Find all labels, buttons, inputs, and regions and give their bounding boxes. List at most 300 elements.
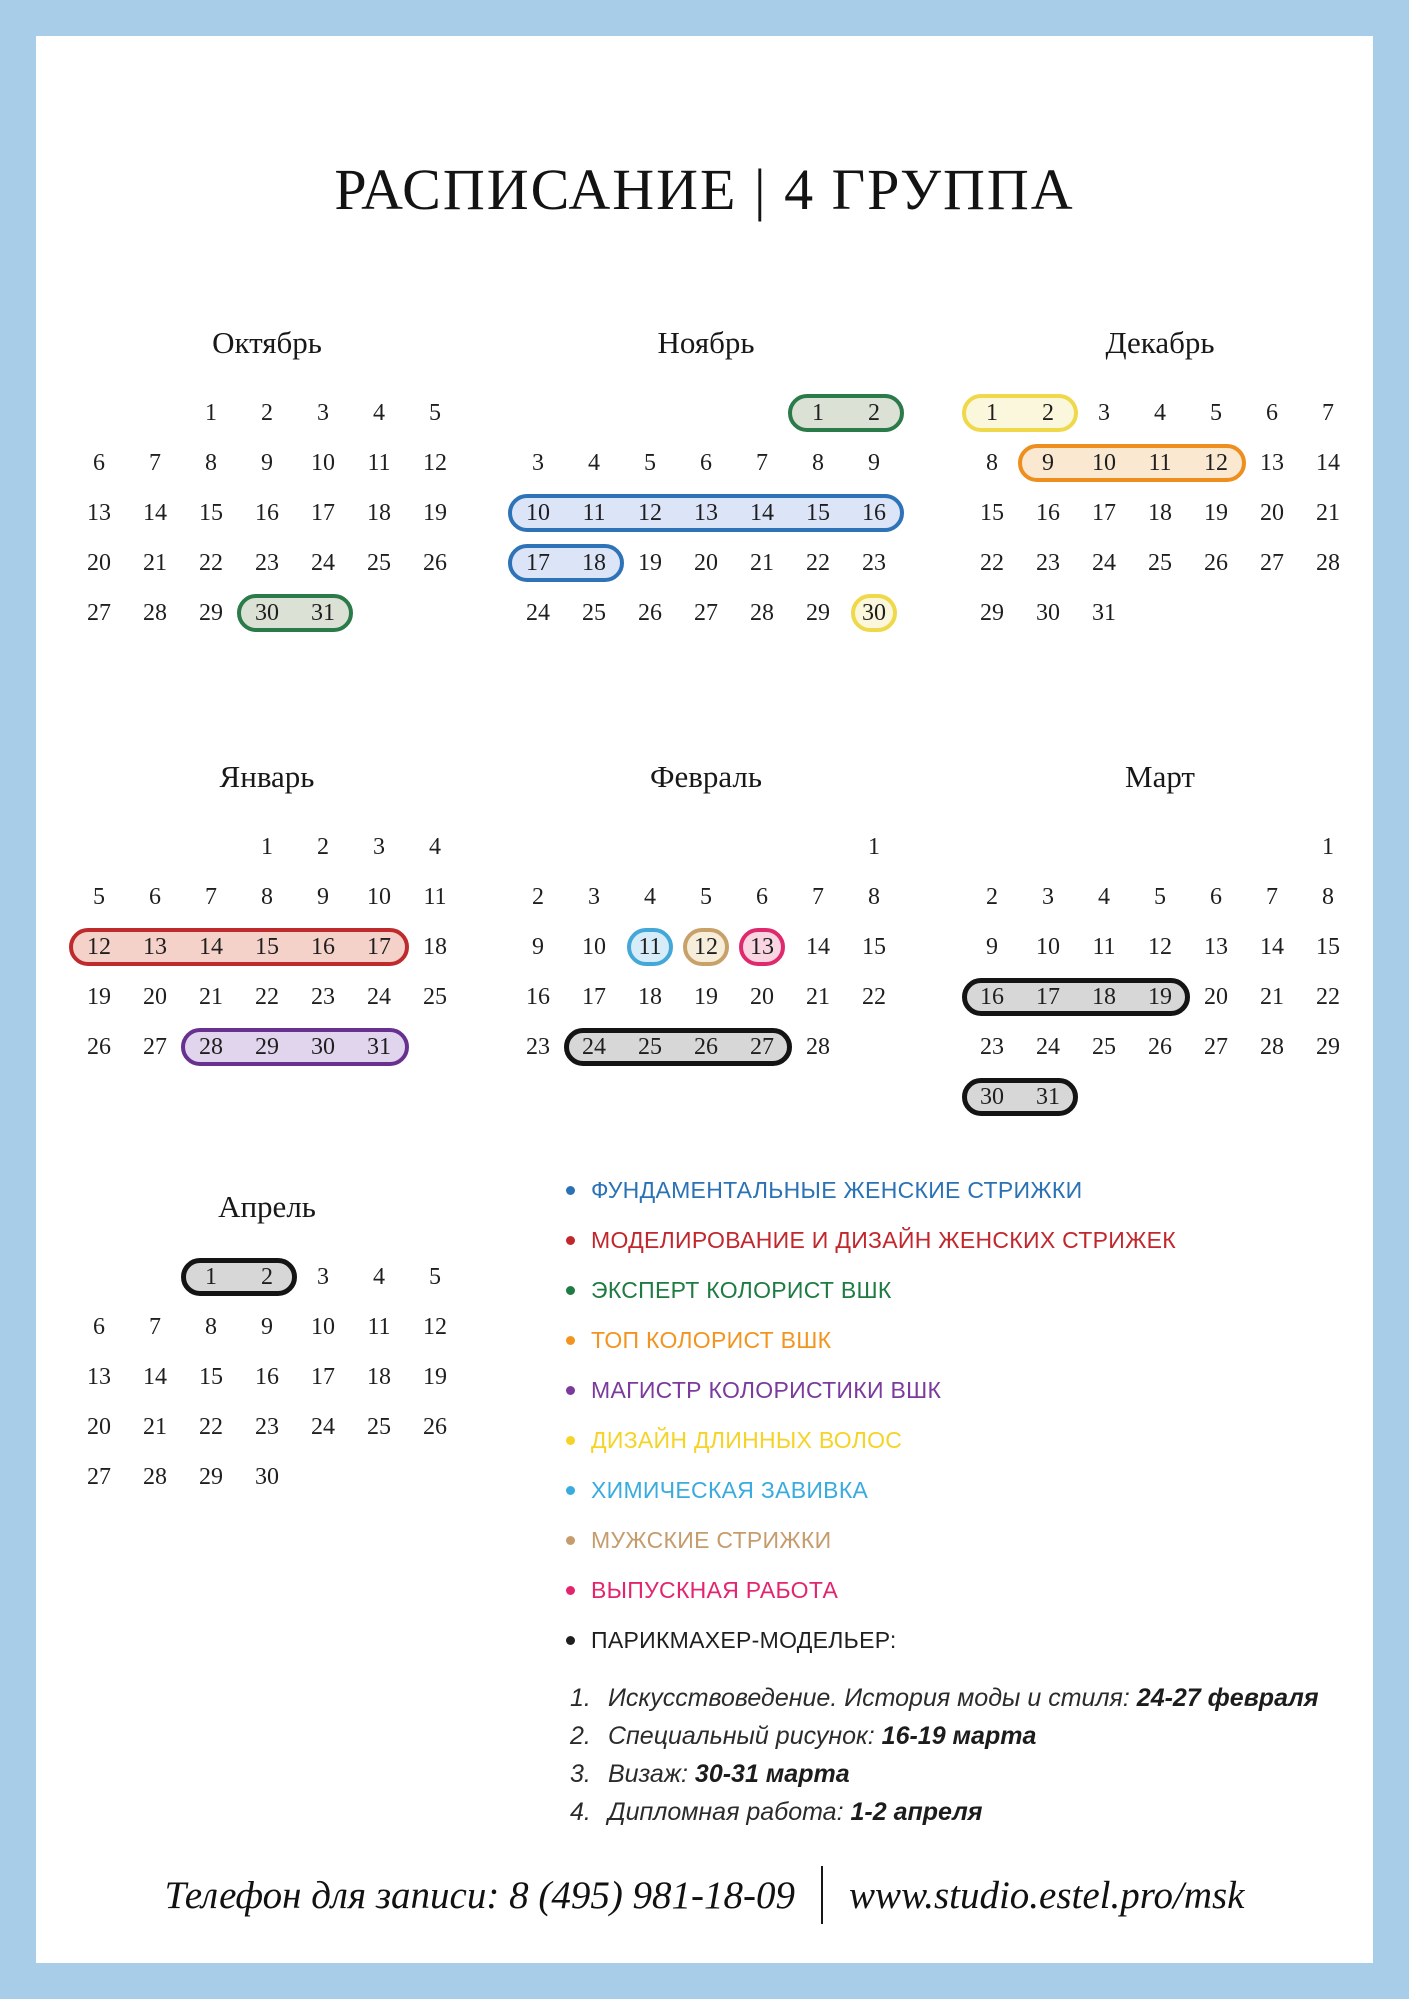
day-cell: 10 [311,449,335,476]
day-cell: 1 [1322,833,1334,860]
day-cell: 16 [255,1363,279,1390]
day-cell: 24 [582,1033,606,1060]
day-cell: 11 [1148,449,1172,476]
note-text: Искусствоведение. История моды и стиля: 24-27 февраля [608,1683,1319,1712]
bullet-icon [566,1436,575,1445]
day-cell: 30 [980,1083,1004,1110]
month-title: Октябрь [212,325,322,360]
month-2 [510,320,902,638]
day-cell: 3 [373,833,385,860]
day-cell: 15 [199,1363,223,1390]
day-cell: 27 [1204,1033,1228,1060]
month-title: Март [1125,759,1195,794]
day-cell: 19 [1148,983,1172,1010]
day-cell: 8 [205,1313,217,1340]
day-cell: 10 [582,933,606,960]
day-cell: 29 [980,599,1004,626]
day-cell: 5 [700,883,712,910]
week-row [510,822,902,872]
day-cell: 9 [868,449,880,476]
day-cell: 15 [1316,933,1340,960]
week-row [71,1352,463,1402]
day-cell: 28 [199,1033,223,1060]
week-row [71,488,463,538]
day-cell: 19 [423,499,447,526]
legend-item-2 [566,1215,1176,1265]
bullet-icon [566,1186,575,1195]
day-cell: 28 [750,599,774,626]
week-row [964,488,1356,538]
day-cell: 3 [532,449,544,476]
day-cell: 27 [750,1033,774,1060]
day-cell: 9 [261,1313,273,1340]
day-cell: 17 [311,1363,335,1390]
day-cell: 25 [638,1033,662,1060]
day-cell: 2 [1042,399,1054,426]
day-cell: 30 [311,1033,335,1060]
day-cell: 17 [1092,499,1116,526]
day-cell: 31 [311,599,335,626]
day-cell: 29 [806,599,830,626]
day-cell: 13 [1260,449,1284,476]
day-cell: 15 [806,499,830,526]
week-row [71,1022,463,1072]
day-cell: 11 [367,449,391,476]
day-cell: 25 [1092,1033,1116,1060]
legend-label: МОДЕЛИРОВАНИЕ И ДИЗАЙН ЖЕНСКИХ СТРИЖЕК [591,1226,1176,1253]
month-title: Февраль [649,759,763,794]
day-cell: 3 [1042,883,1054,910]
month-1 [71,320,463,638]
day-cell: 30 [255,599,279,626]
legend-item-6 [566,1415,1176,1465]
day-cell: 29 [199,599,223,626]
day-cell: 20 [143,983,167,1010]
week-row [71,388,463,438]
day-cell: 15 [862,933,886,960]
day-cell: 5 [1154,883,1166,910]
legend-label: ВЫПУСКНАЯ РАБОТА [591,1576,839,1603]
day-cell: 21 [806,983,830,1010]
month-grid [71,388,463,638]
day-cell: 17 [1036,983,1060,1010]
day-cell: 24 [311,1413,335,1440]
month-6 [964,754,1356,1122]
day-cell: 26 [694,1033,718,1060]
day-cell: 26 [423,1413,447,1440]
legend-item-3 [566,1265,1176,1315]
month-5 [510,754,902,1072]
day-cell: 29 [255,1033,279,1060]
day-cell: 25 [423,983,447,1010]
day-cell: 12 [1148,933,1172,960]
day-cell: 29 [1316,1033,1340,1060]
day-cell: 25 [1148,549,1172,576]
day-cell: 8 [261,883,273,910]
day-cell: 20 [87,1413,111,1440]
day-cell: 16 [862,499,886,526]
day-cell: 21 [750,549,774,576]
week-row [964,538,1356,588]
day-cell: 4 [588,449,600,476]
day-cell: 5 [1210,399,1222,426]
day-cell: 7 [149,449,161,476]
day-cell: 16 [980,983,1004,1010]
day-cell: 7 [205,883,217,910]
day-cell: 5 [429,1263,441,1290]
day-cell: 2 [261,1263,273,1290]
day-cell: 6 [756,883,768,910]
day-cell: 17 [367,933,391,960]
bullet-icon [566,1536,575,1545]
day-cell: 18 [582,549,606,576]
day-cell: 14 [199,933,223,960]
month-title: Ноябрь [657,325,755,360]
day-cell: 28 [1316,549,1340,576]
day-cell: 22 [199,549,223,576]
day-cell: 21 [1260,983,1284,1010]
day-cell: 28 [143,599,167,626]
day-cell: 21 [199,983,223,1010]
day-cell: 1 [205,1263,217,1290]
day-cell: 27 [143,1033,167,1060]
legend-label: ПАРИКМАХЕР-МОДЕЛЬЕР: [591,1626,897,1653]
modeler-notes-list [570,1679,1319,1831]
day-cell: 5 [429,399,441,426]
day-cell: 23 [980,1033,1004,1060]
day-cell: 18 [1092,983,1116,1010]
day-cell: 20 [694,549,718,576]
legend-label: МАГИСТР КОЛОРИСТИКИ ВШК [591,1376,942,1403]
day-cell: 20 [1260,499,1284,526]
bullet-icon [566,1286,575,1295]
day-cell: 15 [199,499,223,526]
day-cell: 3 [317,1263,329,1290]
day-cell: 7 [1322,399,1334,426]
day-cell: 12 [1204,449,1228,476]
legend-label: ЭКСПЕРТ КОЛОРИСТ ВШК [591,1276,892,1303]
note-dates: 30-31 марта [694,1759,850,1788]
day-cell: 11 [1092,933,1116,960]
day-cell: 15 [255,933,279,960]
day-cell: 12 [638,499,662,526]
day-cell: 8 [1322,883,1334,910]
note-dates: 24-27 февраля [1136,1683,1319,1712]
day-cell: 9 [317,883,329,910]
month-title: Январь [219,759,315,794]
day-cell: 20 [1204,983,1228,1010]
week-row [510,972,902,1022]
day-cell: 25 [582,599,606,626]
footer-divider [821,1866,823,1924]
day-cell: 4 [373,399,385,426]
day-cell: 21 [143,1413,167,1440]
day-cell: 22 [199,1413,223,1440]
footer [0,1858,1409,1932]
week-row [510,438,902,488]
day-cell: 2 [261,399,273,426]
day-cell: 22 [1316,983,1340,1010]
month-grid [71,1252,463,1502]
day-cell: 12 [423,449,447,476]
day-cell: 12 [694,933,718,960]
week-row [510,588,902,638]
day-cell: 11 [638,933,662,960]
note-item-1 [570,1679,1319,1717]
day-cell: 22 [255,983,279,1010]
legend-item-10 [566,1615,1176,1665]
day-cell: 23 [311,983,335,1010]
day-cell: 8 [986,449,998,476]
week-row [71,1302,463,1352]
legend-item-7 [566,1465,1176,1515]
week-row [964,588,1356,638]
legend-item-1 [566,1165,1176,1215]
legend-label: МУЖСКИЕ СТРИЖКИ [591,1526,832,1553]
day-cell: 1 [986,399,998,426]
day-cell: 17 [582,983,606,1010]
day-cell: 12 [423,1313,447,1340]
week-row [71,1452,463,1502]
day-cell: 14 [1316,449,1340,476]
week-row [71,872,463,922]
day-cell: 19 [87,983,111,1010]
day-cell: 27 [87,599,111,626]
note-dates: 16-19 марта [881,1721,1037,1750]
note-item-3 [570,1755,1319,1793]
day-cell: 4 [429,833,441,860]
day-cell: 6 [700,449,712,476]
day-cell: 31 [1036,1083,1060,1110]
day-cell: 14 [1260,933,1284,960]
day-cell: 9 [986,933,998,960]
day-cell: 5 [93,883,105,910]
month-grid [510,388,902,638]
day-cell: 2 [317,833,329,860]
day-cell: 22 [806,549,830,576]
day-cell: 25 [367,549,391,576]
day-cell: 27 [1260,549,1284,576]
week-row [964,972,1356,1022]
day-cell: 22 [980,549,1004,576]
day-cell: 11 [423,883,447,910]
day-cell: 6 [1266,399,1278,426]
day-cell: 4 [1098,883,1110,910]
week-row [964,438,1356,488]
week-row [71,438,463,488]
day-cell: 20 [750,983,774,1010]
day-cell: 27 [87,1463,111,1490]
note-text: Специальный рисунок: 16-19 марта [608,1721,1037,1750]
day-cell: 16 [255,499,279,526]
day-cell: 6 [149,883,161,910]
day-cell: 11 [582,499,606,526]
month-title: Апрель [218,1189,316,1224]
day-cell: 2 [868,399,880,426]
day-cell: 14 [806,933,830,960]
week-row [71,822,463,872]
week-row [71,538,463,588]
day-cell: 26 [1204,549,1228,576]
day-cell: 15 [980,499,1004,526]
day-cell: 19 [423,1363,447,1390]
week-row [510,872,902,922]
note-dates: 1-2 апреля [850,1797,983,1826]
day-cell: 31 [1092,599,1116,626]
week-row [71,922,463,972]
week-row [71,972,463,1022]
day-cell: 24 [311,549,335,576]
bullet-icon [566,1386,575,1395]
day-cell: 1 [868,833,880,860]
week-row [964,822,1356,872]
day-cell: 8 [812,449,824,476]
bullet-icon [566,1486,575,1495]
day-cell: 10 [367,883,391,910]
day-cell: 7 [149,1313,161,1340]
month-grid [510,822,902,1072]
bullet-icon [566,1236,575,1245]
day-cell: 13 [750,933,774,960]
week-row [71,588,463,638]
day-cell: 19 [694,983,718,1010]
month-grid [964,822,1356,1122]
day-cell: 21 [143,549,167,576]
day-cell: 16 [311,933,335,960]
week-row [71,1252,463,1302]
day-cell: 13 [87,499,111,526]
week-row [964,1072,1356,1122]
note-text: Дипломная работа: 1-2 апреля [608,1797,983,1826]
day-cell: 19 [638,549,662,576]
day-cell: 10 [311,1313,335,1340]
week-row [510,488,902,538]
day-cell: 4 [1154,399,1166,426]
day-cell: 6 [93,1313,105,1340]
day-cell: 8 [205,449,217,476]
week-row [510,922,902,972]
day-cell: 13 [1204,933,1228,960]
day-cell: 10 [1036,933,1060,960]
day-cell: 9 [261,449,273,476]
month-7 [71,1184,463,1502]
day-cell: 31 [367,1033,391,1060]
day-cell: 23 [255,549,279,576]
bullet-icon [566,1336,575,1345]
day-cell: 14 [143,499,167,526]
day-cell: 13 [143,933,167,960]
note-number: 4. [570,1797,591,1826]
legend-item-5 [566,1365,1176,1415]
legend-label: ХИМИЧЕСКАЯ ЗАВИВКА [591,1476,869,1503]
day-cell: 26 [1148,1033,1172,1060]
day-cell: 26 [423,549,447,576]
day-cell: 24 [526,599,550,626]
bullet-icon [566,1636,575,1645]
day-cell: 24 [1092,549,1116,576]
day-cell: 29 [199,1463,223,1490]
month-grid [71,822,463,1072]
day-cell: 10 [526,499,550,526]
day-cell: 23 [862,549,886,576]
legend-item-9 [566,1565,1176,1615]
legend-item-4 [566,1315,1176,1365]
month-title: Декабрь [1105,325,1215,360]
day-cell: 6 [93,449,105,476]
note-item-2 [570,1717,1319,1755]
day-cell: 9 [532,933,544,960]
day-cell: 1 [205,399,217,426]
month-3 [964,320,1356,638]
footer-phone: Телефон для записи: 8 (495) 981-18-09 [164,1873,796,1917]
day-cell: 18 [1148,499,1172,526]
note-item-4 [570,1793,1319,1831]
month-grid [964,388,1356,638]
bullet-icon [566,1586,575,1595]
week-row [510,538,902,588]
day-cell: 20 [87,549,111,576]
day-cell: 25 [367,1413,391,1440]
day-cell: 3 [317,399,329,426]
day-cell: 10 [1092,449,1116,476]
day-cell: 17 [526,549,550,576]
day-cell: 18 [367,499,391,526]
legend-label: ТОП КОЛОРИСТ ВШК [591,1326,832,1353]
week-row [964,1022,1356,1072]
legend-label: ДИЗАЙН ДЛИННЫХ ВОЛОС [591,1426,903,1453]
month-4 [71,754,463,1072]
day-cell: 3 [1098,399,1110,426]
week-row [964,922,1356,972]
day-cell: 28 [143,1463,167,1490]
day-cell: 13 [694,499,718,526]
note-text: Визаж: 30-31 марта [608,1759,850,1788]
week-row [964,872,1356,922]
day-cell: 28 [1260,1033,1284,1060]
day-cell: 30 [1036,599,1060,626]
week-row [71,1402,463,1452]
day-cell: 18 [638,983,662,1010]
day-cell: 14 [143,1363,167,1390]
day-cell: 26 [87,1033,111,1060]
note-number: 2. [570,1721,591,1750]
day-cell: 1 [812,399,824,426]
day-cell: 22 [862,983,886,1010]
day-cell: 8 [868,883,880,910]
week-row [964,388,1356,438]
day-cell: 13 [87,1363,111,1390]
week-row [510,388,902,438]
day-cell: 19 [1204,499,1228,526]
day-cell: 2 [986,883,998,910]
day-cell: 7 [756,449,768,476]
day-cell: 5 [644,449,656,476]
day-cell: 26 [638,599,662,626]
day-cell: 2 [532,883,544,910]
day-cell: 16 [526,983,550,1010]
day-cell: 18 [423,933,447,960]
legend-item-8 [566,1515,1176,1565]
week-row [510,1022,902,1072]
day-cell: 7 [812,883,824,910]
note-number: 1. [570,1683,591,1712]
day-cell: 9 [1042,449,1054,476]
day-cell: 30 [862,599,886,626]
day-cell: 18 [367,1363,391,1390]
day-cell: 4 [373,1263,385,1290]
day-cell: 14 [750,499,774,526]
day-cell: 30 [255,1463,279,1490]
